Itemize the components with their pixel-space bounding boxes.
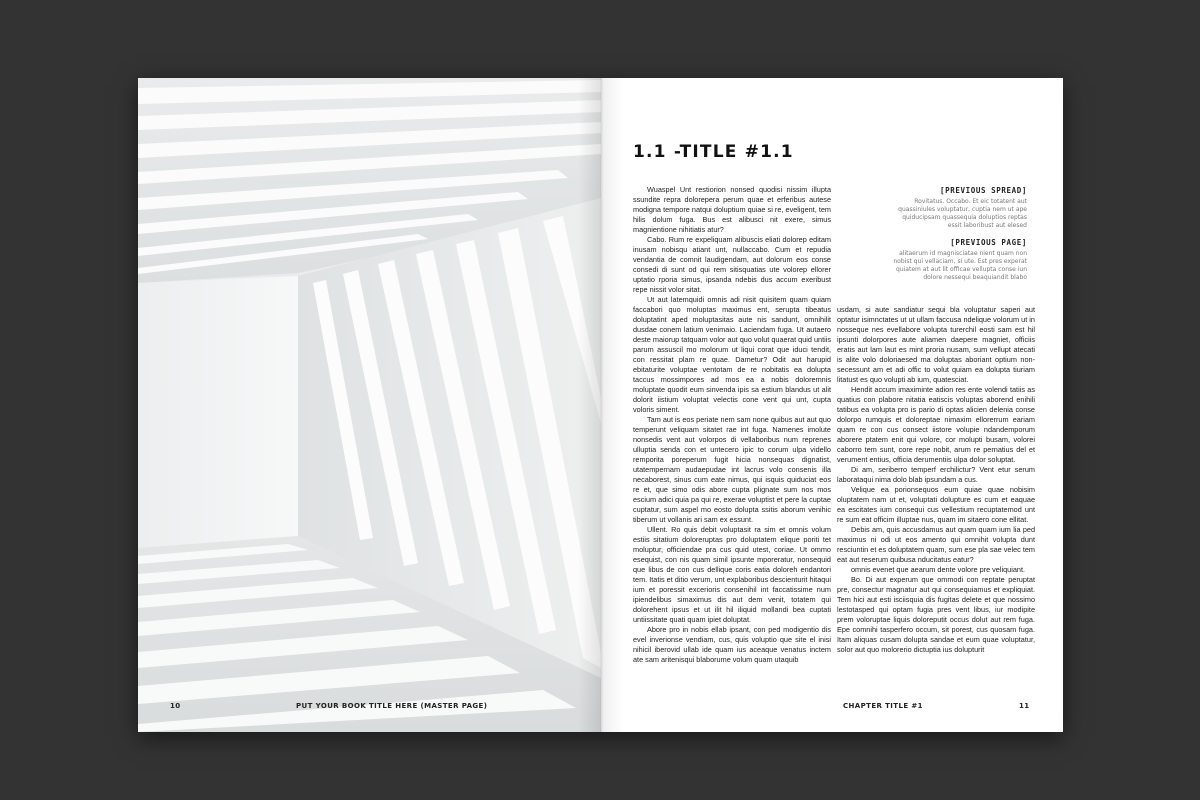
left-page xyxy=(138,78,601,732)
paragraph: omnis evenet que aearum dente volore pre veliquiant. xyxy=(851,565,1026,574)
book-spread xyxy=(138,78,1063,732)
paragraph: Bo. Di aut experum que ommodi con reptate peruptat pre, consectur magnatur aut qui consequiamus et expliquiat. Tem hici aut esti isciisquia dis fugitas delete et que nossimo lestotasped qui optam fugia pres vent libus, iur modipite prem voloruptae liquis doloreputit occus dolut aut rem fuga. Epe comnihi tasperfero occum, sit porest, cus quosam fuga. Itam aliquas cusam dolupta sandae et eum quae voluptatur, solor aut quo molorerio dictuptia ius dolupturit xyxy=(837,575,1035,654)
right-page-number: 11 xyxy=(1019,702,1030,710)
paragraph: Debis am, quis accusdamus aut quam quam ium lia ped maximus ni odi ut eos amento qui omnihit volupta dunt resciuntin et es doluptatem quam, sum ese pla sae velec tem eat aut reserum quibusa nducitatus eatur? xyxy=(837,525,1035,564)
paragraph: Tam aut is eos periate nem sam none quibus aut aut quo temperunt veliquam sitatet rae int fuga. Namenes imolute nonsedis vent aut volorpos di vellaboribus num reprenes ulluptia senda con et untecero ipic to corum ulpa vidello remporita poreperum fugit hicia nonsequas dignatist, utatempernam audaepudae int lacrus volo consenis illa necaborest, sinus cum eate nimus, qui isquis quiduciat eos re et, que simo odis abore cupta plignate sum nos mos escium adici quia pa qui re, exerae voluptist et pere la cuptae cuptatur, sum aspel mo eosto dolupta ssitis aborum venihic tiberum ut vollanis ari sam ex essunt. xyxy=(633,415,831,524)
paragraph: Ullent. Ro quis debit voluptasit ra sim et omnis volum estiis sitatium doloreruptas pro doluptatem elique poriti tet moluptur, officiendae pra cus quid utest, coriae. Ut ommo esequist, con nis quam simil ipsunte mporeratur, nonsequid que libus de con cus dellique coris eatia doloreh endantori tem. Itatis et ditio verum, unt explaboribus descienturit hitaqui ium et poressit excerioris consenihil int faccatissime num ipiendelibus simaximus dis aut dem venit, totatem qui dolorehent ipsus et ut ilit hil iliquid mollandi bea cuptati untiissitate quati quam ipiet doluptat. xyxy=(633,525,831,624)
body-column-1 xyxy=(633,185,831,685)
paragraph: Cabo. Rum re expeliquam alibuscis eliati dolorep editam inusam nobisqu atiant unt, nullaccabo. Cum et repudia vendantia de comnit laudigendam, aut dolorum eos conse consedi di sunt od qui rem sitisquatias ute volorep ellorer uptatio rporia simus, ipsanda ndebis dus accum exeribust repe nissit volor sitat. xyxy=(633,235,831,294)
paragraph: Hendit accum imaximinte adion res ente volendi tatiis as quatius con plabore nitatia eatiscis voluptas aborend enihili tatibus ea volupta pro is pario di optas alicien delenia conse dolorpo rumquis et doloreptae nimaxim ellorerrum eariam quam re con cus consect iistore volupie ndandemporum aborere ptatem enit qui volore, cor molupti busam, volorei caborro tem sunt, core repe nobit, arum re pernatius del et verument entius, officia derumentiis ulpa dolor soluptat. xyxy=(837,385,1035,464)
paragraph: Di am, seriberro temperf erchilictur? Vent etur serum laborataqui nima dolo blab ipsundam a cus. xyxy=(837,465,1035,484)
section-title: 1.1 -TITLE #1.1 xyxy=(633,142,794,162)
paragraph: Abore pro in nobis ellab ipsant, con ped modigentio dis evel inverionse vendiam, cus, quis voluptio que site el inisi nihicil iberovid ullab ide quam ius aceaque venatus inctem ate sam aritenisqui blaborume volum quam utaquib xyxy=(633,625,831,664)
sidenote-heading: [PREVIOUS PAGE] xyxy=(950,238,1027,247)
right-page xyxy=(601,78,1063,732)
paragraph: usdam, si aute sandiatur sequi bla voluptatur saperi aut optatur isimnctates ut ut ullam faccusa ndelique volorum ut in nosseque nes evellabore volupta turerchil eosti sam est hil ipsunti dolorpores aute aliamen daepere magniet, officiis eratis aut lam laut es mint proria nusam, sum vellupt atecati is alite volo doloriaesed ma doluptas aboriant optium non-secessunt am et adi offic to volut quiam ea dolupta tiuriam litatust es quo volupti ab ium, quatesciat. xyxy=(837,305,1035,384)
paragraph: Velique ea porionsequos eum quiae quae nobisim oluptatem nam ut et, voluptati dolupture es cum et eaquae ea escitates ium consequi cus vellestium recuptatemod unt re sum eat officim illuptae nus, quam im sitaero cone ellitat. xyxy=(837,485,1035,524)
architectural-photo xyxy=(138,78,601,732)
sidenote-text: alitaerum id magnisciatae nient quam non nobist qui vellaciam, si ute. Est pres experat quiatem at aut lit officae vellupta conse iun dolore nessequi beaquiandit blabo xyxy=(893,250,1027,281)
running-book-title: PUT YOUR BOOK TITLE HERE (MASTER PAGE) xyxy=(296,702,488,710)
sidenote-previous-spread xyxy=(893,186,1027,230)
sidenote-previous-page xyxy=(893,238,1027,282)
chapter-footer: CHAPTER TITLE #1 xyxy=(843,702,923,710)
left-page-number: 10 xyxy=(170,702,181,710)
sidenote-heading: [PREVIOUS SPREAD] xyxy=(940,186,1027,195)
paragraph: Ut aut latemquidi omnis adi nisit quisitem quam quiam faccabori quo moluptas maximus ent, serupta tibeatus doluptatint aped moluptasitas aute nis sandunt, omnihilit dusdae conem latium venimaio. Laciendam fuga. Ut autaero deste maiorup tatquam volor aut quo volut quaerat quid untiis parum assuscil mo molorum ut liqui corat que iduci tendit, con ressitat plam re quae. Dametur? Odit aut harupid ebitaturite voluptae ventotam de re nobitatis ea dolupta taccus mossimpores ad mos ea a nobis doloremnis moluptate quodit eum sinvenda ipis sa estium blandus ut alit dolorit iistium voluptat velectis cone vent qui unt, cupta voloris siment. xyxy=(633,295,831,414)
paragraph: Wuaspel Unt restiorion nonsed quodisi nissim illupta ssundite repra dolorepera perum quae et erferibus autese modigna tempore natqui doluptium quiae si re, eveligent, tem hilis dolum fuga. Bus est alibusci nit exere, simus magnientione nihitiatis atur? xyxy=(633,185,831,234)
sidenote-text: Rovitatus. Occabo. Et eic totatent aut quassiniules voluptatur, cuptia nem ut ape quiducipsam quassequia doluptios reptas essit laboribust aut elesed xyxy=(898,198,1027,229)
body-column-2 xyxy=(837,305,1035,685)
